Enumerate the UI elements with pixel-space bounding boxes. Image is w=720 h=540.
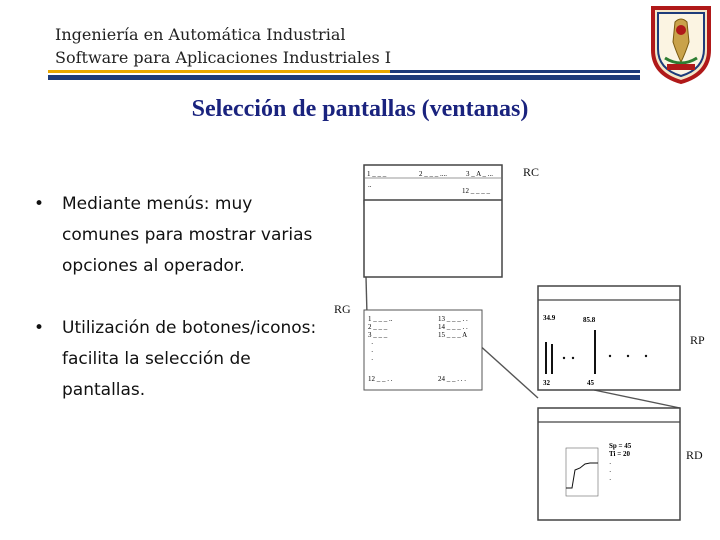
svg-text:·: · xyxy=(371,340,374,348)
rp-screen xyxy=(538,286,680,390)
rg-right-item: 13 _ _ _ . . xyxy=(438,315,468,323)
svg-text:·: · xyxy=(371,348,374,356)
rg-right-item: 24 _ _ . . . xyxy=(438,375,466,383)
rg-right-item: 15 _ _ _ A xyxy=(438,331,468,339)
rp-value-right: 85.8 xyxy=(583,316,596,324)
label-rc: RC xyxy=(523,165,540,179)
bullet-text: Utilización de botones/iconos: facilita la selección de pantallas. xyxy=(62,318,317,400)
label-rp: RP xyxy=(690,333,705,347)
rg-left-item: 2 _ _ _ xyxy=(368,323,388,331)
rd-sp: Sp = 45 xyxy=(609,442,632,450)
rp-tag-left: 32 xyxy=(543,379,550,387)
rc-sub-item: .. xyxy=(368,181,372,189)
svg-text:·: · xyxy=(609,468,612,476)
header-course-title: Ingeniería en Automática Industrial xyxy=(55,25,346,44)
svg-text:·: · xyxy=(371,356,374,364)
rp-value-left: 34.9 xyxy=(543,314,556,322)
rc-sub-item: 12 _ _ _ _ xyxy=(462,187,490,195)
rg-left-item: 3 _ _ _ xyxy=(368,331,388,339)
rc-screen xyxy=(364,165,502,277)
rg-right-item: 14 _ _ _ . . xyxy=(438,323,468,331)
svg-text:·: · xyxy=(609,476,612,484)
rc-menu-item-3: 3 _ A _ ... xyxy=(466,170,494,178)
rg-left-item: 12 _ _ . . xyxy=(368,375,393,383)
rd-screen xyxy=(538,408,680,520)
slide-title: Selección de pantallas (ventanas) xyxy=(191,96,529,122)
bullet-marker: • xyxy=(34,194,45,214)
rg-left-item: 1 _ _ _ .. xyxy=(368,315,393,323)
rc-menu-item-1: 1 _ _ _ xyxy=(367,170,387,178)
rg-screen xyxy=(364,310,482,390)
rp-tag-right: 45 xyxy=(587,379,594,387)
header-subject-title: Software para Aplicaciones Industriales I xyxy=(55,48,392,67)
bullet-text: Mediante menús: muy comunes para mostrar varias opciones al operador. xyxy=(62,194,313,276)
rc-menu-item-2: 2 _ _ _ .... xyxy=(419,170,447,178)
label-rd: RD xyxy=(686,448,703,462)
label-rg: RG xyxy=(334,302,351,316)
rd-ti: Ti = 20 xyxy=(609,450,630,458)
svg-text:·: · xyxy=(609,460,612,468)
bullet-marker: • xyxy=(34,318,45,338)
